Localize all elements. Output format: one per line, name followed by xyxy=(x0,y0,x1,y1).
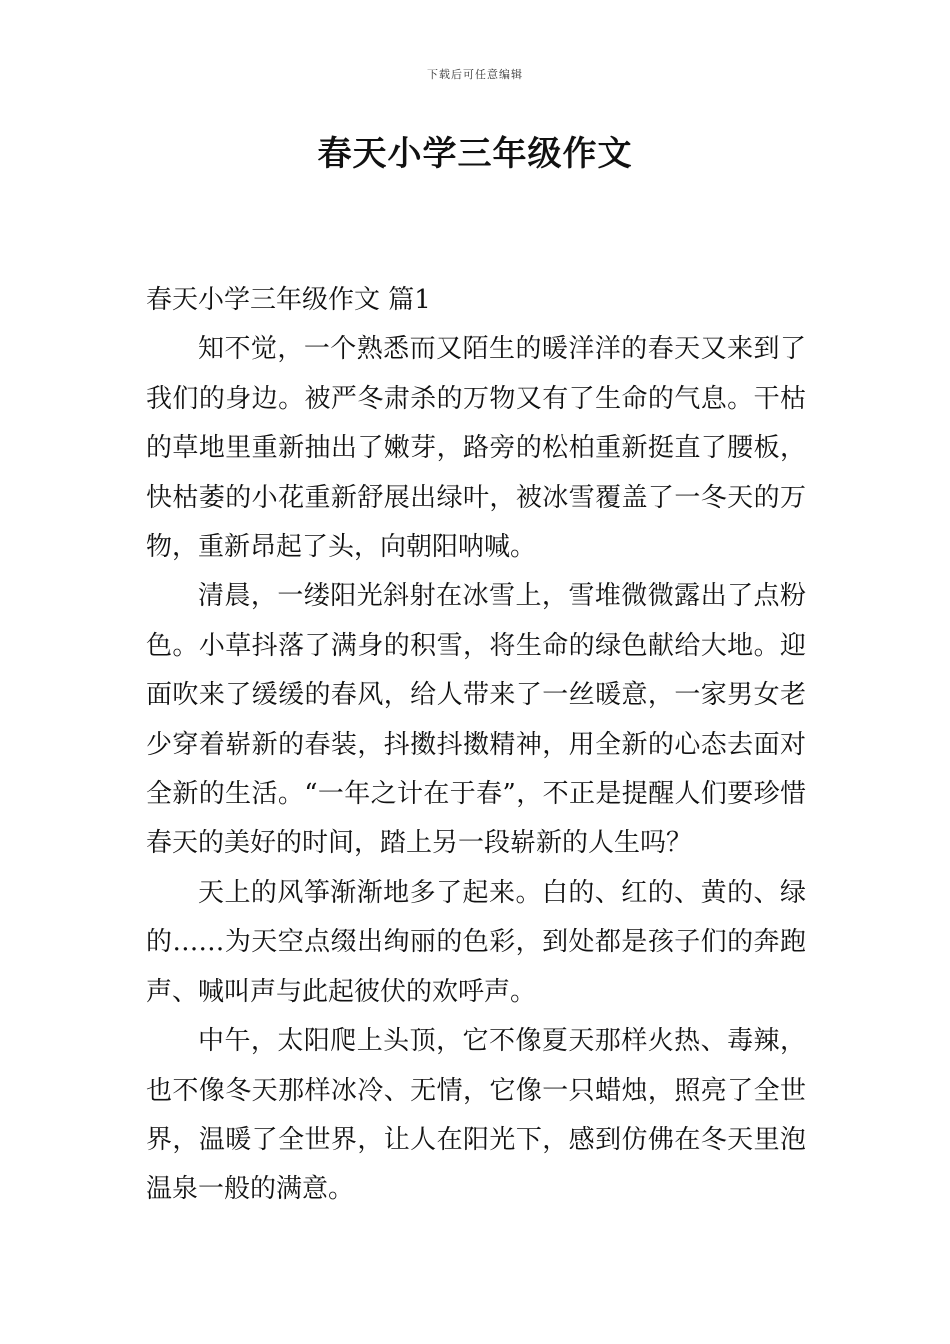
header-note: 下载后可任意编辑 xyxy=(427,68,523,81)
paragraph: 中午，太阳爬上头顶，它不像夏天那样火热、毒辣，也不像冬天那样冰冷、无情，它像一只蜡烛，照亮了全世界，温暖了全世界，让人在阳光下，感到仿佛在冬天里泡温泉一般的满意。 xyxy=(146,1026,806,1205)
paragraph: 清晨，一缕阳光斜射在冰雪上，雪堆微微露出了点粉色。小草抖落了满身的积雪，将生命的绿色献给大地。迎面吹来了缓缓的春风，给人带来了一丝暖意，一家男女老少穿着崭新的春装，抖擞抖擞精神，用全新的心态去面对全新的生活。“一年之计在于春”，不正是提醒人们要珍惜春天的美好的时间，踏上另一段崭新的人生吗？ xyxy=(146,581,806,859)
document-title: 春天小学三年级作文 xyxy=(317,134,633,174)
document-body xyxy=(146,276,806,1215)
section-heading: 春天小学三年级作文 篇1 xyxy=(146,285,431,315)
paragraph: 天上的风筝渐渐地多了起来。白的、红的、黄的、绿的……为天空点缀出绚丽的色彩，到处都是孩子们的奔跑声、喊叫声与此起彼伏的欢呼声。 xyxy=(146,877,806,1007)
paragraph: 知不觉，一个熟悉而又陌生的暖洋洋的春天又来到了我们的身边。被严冬肃杀的万物又有了生命的气息。干枯的草地里重新抽出了嫩芽，路旁的松柏重新挺直了腰板，快枯萎的小花重新舒展出绿叶，被冰雪覆盖了一冬天的万物，重新昂起了头，向朝阳呐喊。 xyxy=(146,334,806,563)
